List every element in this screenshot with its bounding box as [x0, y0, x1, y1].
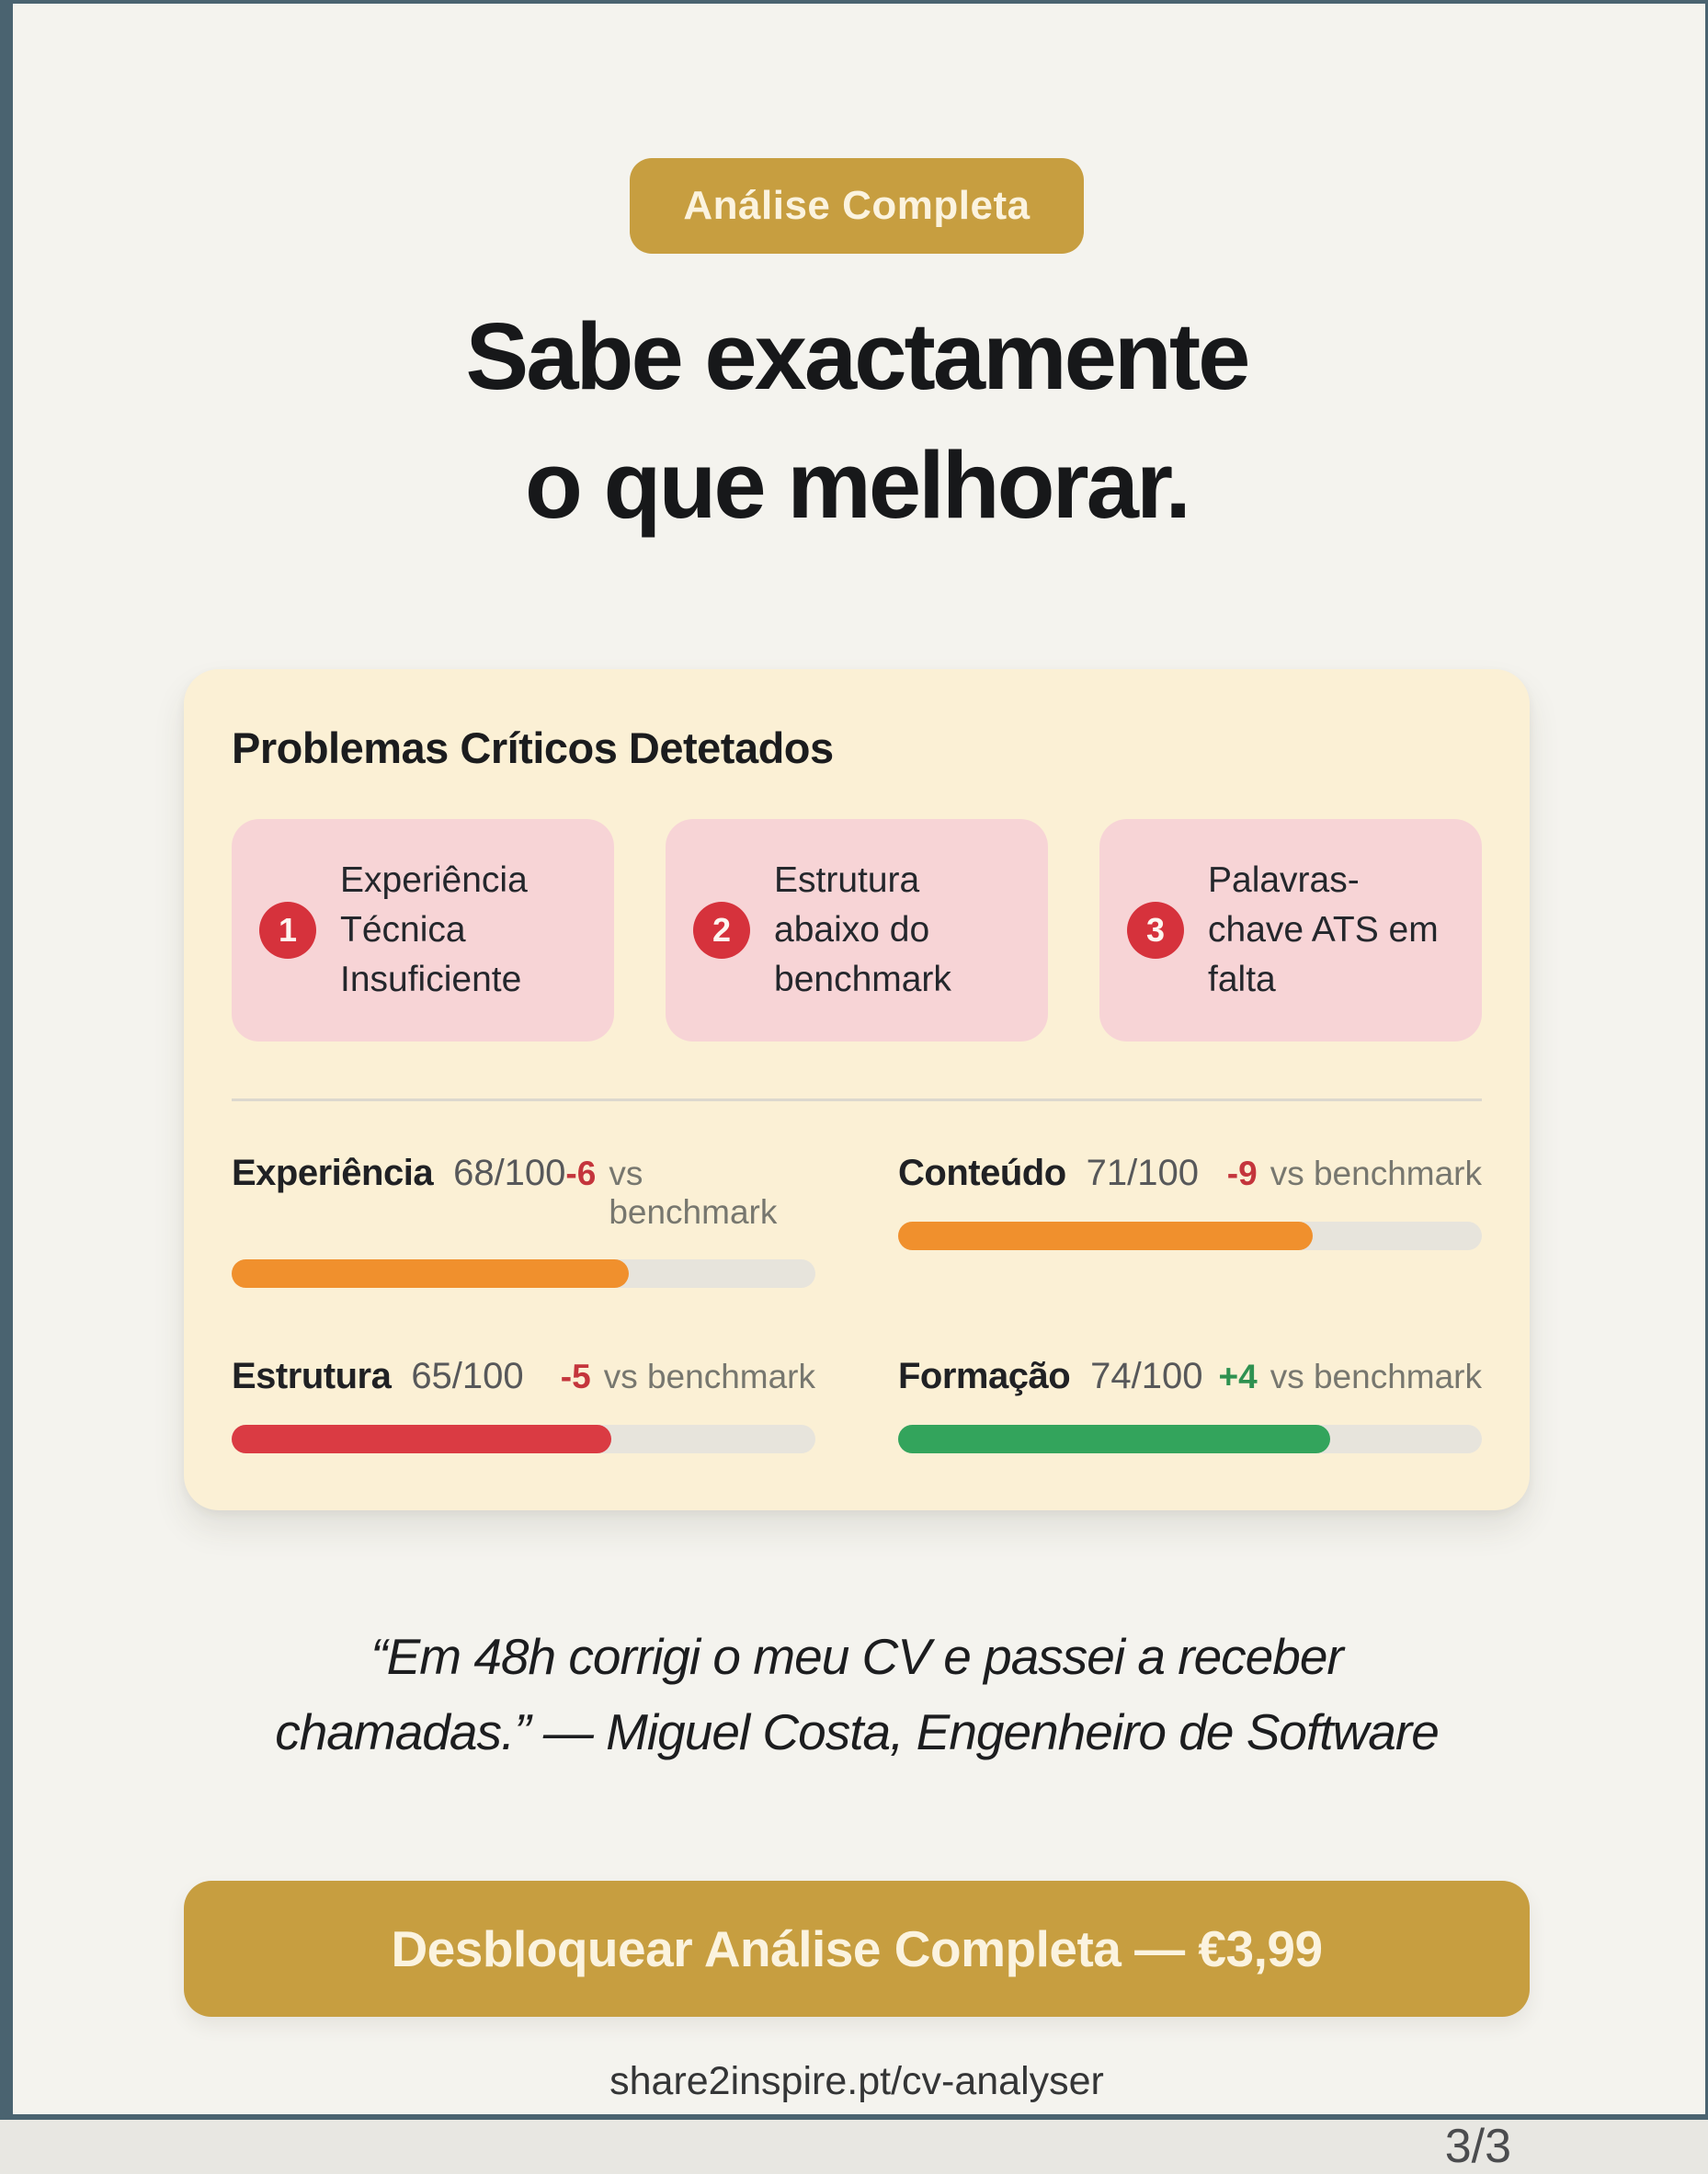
- card-divider: [232, 1098, 1482, 1101]
- unlock-analysis-button[interactable]: Desbloquear Análise Completa — €3,99: [184, 1881, 1530, 2017]
- score-value: 68/100: [453, 1152, 566, 1193]
- page-indicator: 3/3: [1444, 2119, 1511, 2173]
- badge-container: [184, 0, 1530, 254]
- benchmark-delta: +4: [1218, 1357, 1258, 1395]
- score-row-experiencia: [232, 1153, 815, 1288]
- page-title-line2: o que melhorar.: [525, 432, 1189, 539]
- score-row-estrutura: [232, 1356, 815, 1453]
- benchmark-group: [565, 1155, 815, 1232]
- progress-track: [232, 1259, 815, 1288]
- progress-fill: [232, 1259, 629, 1288]
- benchmark-label: vs benchmark: [603, 1357, 815, 1395]
- score-label: Formação: [898, 1355, 1071, 1396]
- progress-fill: [898, 1425, 1330, 1453]
- page-title-line1: Sabe exactamente: [465, 303, 1248, 409]
- content-column: [178, 0, 1530, 2174]
- score-left-group: [232, 1153, 565, 1194]
- benchmark-group: [1227, 1155, 1482, 1193]
- score-row-conteudo: [898, 1153, 1482, 1288]
- score-value: 65/100: [411, 1355, 524, 1396]
- progress-track: [898, 1425, 1482, 1453]
- problem-pill-3: [1099, 819, 1482, 1041]
- score-row-formacao: [898, 1356, 1482, 1453]
- score-left-group: [898, 1153, 1199, 1194]
- score-header: [232, 1153, 815, 1232]
- problem-text: Palavras-chave ATS em falta: [1208, 860, 1439, 999]
- score-header: [898, 1356, 1482, 1397]
- benchmark-group: [1219, 1358, 1483, 1396]
- benchmark-label: vs benchmark: [609, 1154, 778, 1231]
- score-left-group: [898, 1356, 1203, 1397]
- score-grid: [232, 1153, 1482, 1453]
- problem-number-badge: 2: [693, 902, 750, 959]
- bottom-edge-strip: [0, 2114, 1708, 2120]
- score-label: Estrutura: [232, 1355, 392, 1396]
- benchmark-delta: -6: [565, 1154, 597, 1192]
- top-edge-strip: [0, 0, 1708, 4]
- benchmark-delta: -5: [560, 1357, 591, 1395]
- card-title: Problemas Críticos Detetados: [232, 723, 834, 773]
- problem-number-badge: 1: [259, 902, 316, 959]
- testimonial-line1: “Em 48h corrigi o meu CV e passei a receber: [370, 1627, 1343, 1685]
- analysis-badge: Análise Completa: [630, 158, 1083, 254]
- score-header: [232, 1356, 815, 1397]
- critical-problems-list: [232, 819, 1482, 1041]
- analysis-card: [184, 669, 1530, 1509]
- progress-track: [232, 1425, 815, 1453]
- progress-fill: [232, 1425, 611, 1453]
- score-label: Conteúdo: [898, 1152, 1066, 1193]
- benchmark-group: [561, 1358, 815, 1396]
- benchmark-label: vs benchmark: [1270, 1154, 1482, 1192]
- score-header: [898, 1153, 1482, 1194]
- progress-track: [898, 1222, 1482, 1250]
- site-url: share2inspire.pt/cv-analyser: [609, 2058, 1104, 2103]
- testimonial-quote: [184, 1619, 1530, 1770]
- score-label: Experiência: [232, 1152, 434, 1193]
- left-edge-strip: [0, 0, 13, 2120]
- score-left-group: [232, 1356, 524, 1397]
- benchmark-label: vs benchmark: [1270, 1357, 1482, 1395]
- score-value: 71/100: [1086, 1152, 1199, 1193]
- benchmark-delta: -9: [1226, 1154, 1258, 1192]
- problem-number-badge: 3: [1127, 902, 1184, 959]
- testimonial-line2: chamadas.” — Miguel Costa, Engenheiro de Software: [275, 1703, 1439, 1761]
- progress-fill: [898, 1222, 1313, 1250]
- page-title: [184, 292, 1530, 550]
- score-value: 74/100: [1090, 1355, 1203, 1396]
- problem-pill-1: [232, 819, 614, 1041]
- problem-text: Estrutura abaixo do benchmark: [774, 860, 951, 999]
- problem-pill-2: [666, 819, 1048, 1041]
- problem-text: Experiência Técnica Insuficiente: [340, 860, 528, 999]
